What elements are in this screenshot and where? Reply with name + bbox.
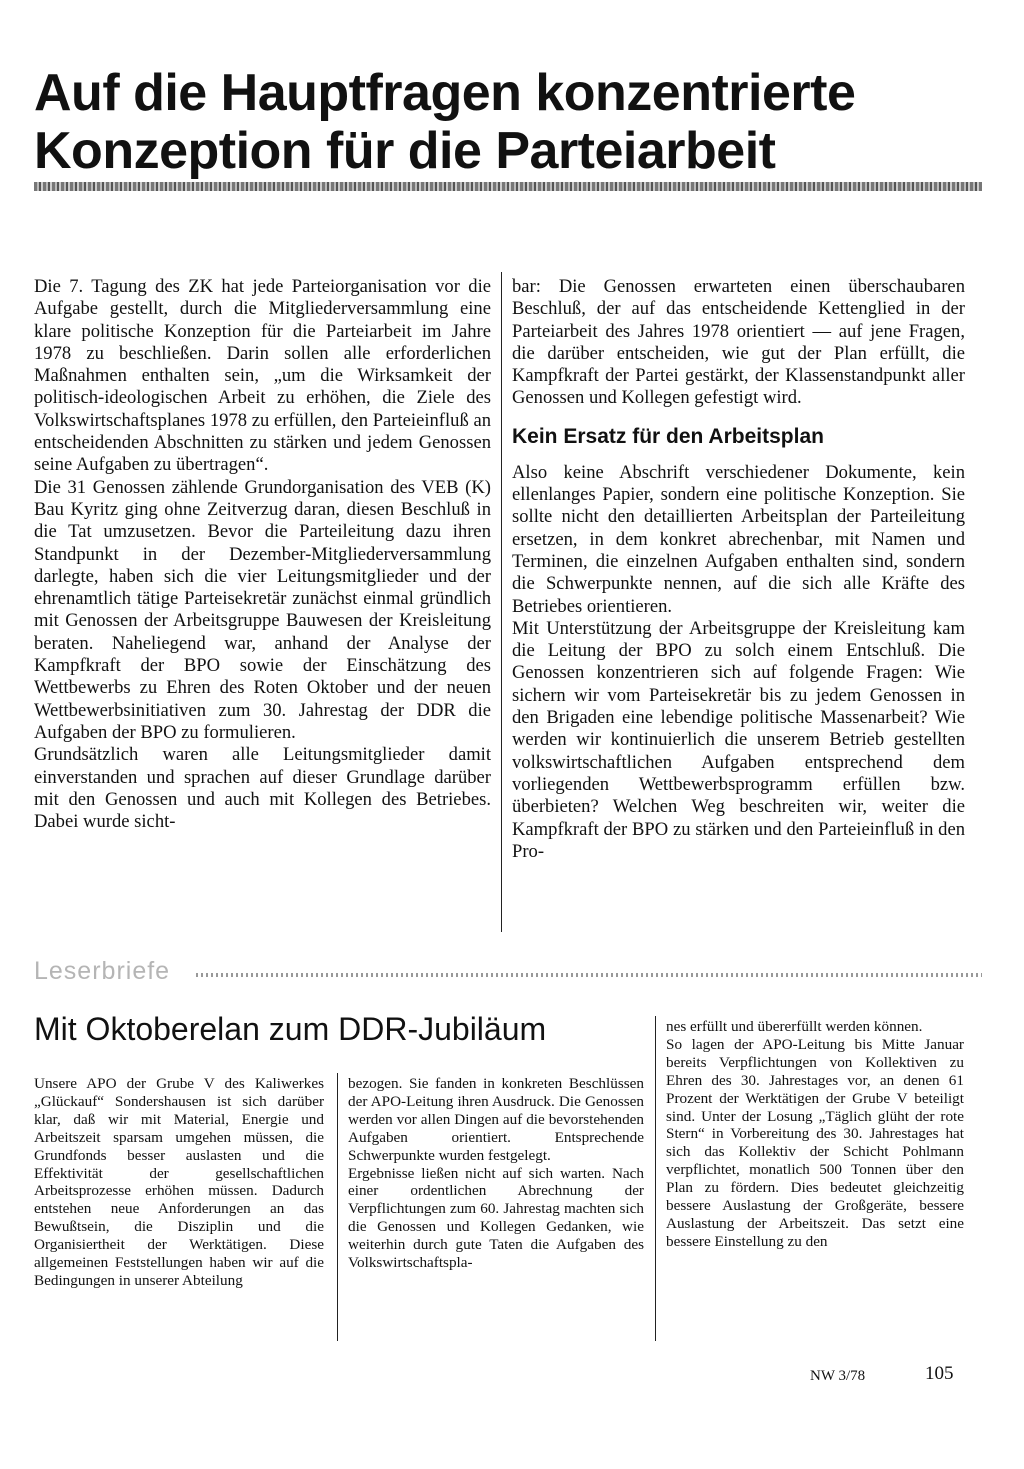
article-column-2 bbox=[512, 276, 965, 863]
paragraph: Grundsätzlich waren alle Leitungsmitglieder damit einverstanden und sprachen auf dieser Grundlage darüber mit den Genossen und auch mit Kollegen des Betriebes. Dabei wurde sicht- bbox=[34, 744, 491, 833]
page-number: 105 bbox=[925, 1363, 954, 1384]
section-divider bbox=[196, 973, 982, 977]
letter-headline: Mit Oktoberelan zum DDR-Jubiläum bbox=[34, 1011, 547, 1047]
headline-line-2: Konzeption für die Parteiarbeit bbox=[34, 122, 776, 180]
paragraph: Unsere APO der Grube V des Kaliwerkes „Glückauf“ Sondershausen ist sich darüber klar, daß wir mit Material, Energie und Arbeitszeit sparsam umgehen müssen, die Grundfonds besser auslasten und die Effektivität der gesellschaftlichen Arbeitsprozesse erhöhen müssen. Dadurch entstehen neue Anforderungen an das Bewußtsein, die Disziplin und die Organisiertheit der Werktätigen. Diese allgemeinen Feststellungen haben wir auf die Bedingungen in unserer Abteilung bbox=[34, 1075, 324, 1289]
paragraph: Die 31 Genossen zählende Grundorganisation des VEB (K) Bau Kyritz ging ohne Zeitverzug daran, diesen Beschluß in die Tat umzusetzen. Bevor die Parteileitung dazu ihren Standpunkt in der Dezember-Mitgliederversammlung darlegte, haben sich die vier Leitungsmitglieder und der ehrenamtlich tätige Parteisekretär zunächst einmal gründlich mit Genossen der Arbeitsgruppe Bauwesen der Kreisleitung beraten. Naheliegend war, anhand der Analyse der Kampfkraft der BPO sowie der Einschätzung des Wettbewerbs zu Ehren des Roten Oktober und der neuen Wettbewerbsinitiativen zum 30. Jahrestag der DDR die Aufgaben der BPO zu formulieren. bbox=[34, 476, 491, 743]
headline-divider bbox=[34, 182, 982, 191]
paragraph: Die 7. Tagung des ZK hat jede Parteiorganisation vor die Aufgabe gestellt, durch die Mitgliederversammlung eine klare politische Konzeption für die Parteiarbeit im Jahre 1978 zu beschließen. Darin sollen alle erforderlichen Maßnahmen enthalten sein, „um die Wirksamkeit der politisch-ideologischen Arbeit zu erhöhen, die Ziele des Volkswirtschaftsplanes 1978 zu erfüllen, den Parteieinfluß an entscheidenden Abschnitten zu stärken und jedem Genossen seine Aufgaben zu übertragen“. bbox=[34, 276, 491, 476]
paragraph: So lagen der APO-Leitung bis Mitte Januar bereits Verpflichtungen von Kollektiven zu Ehren des 30. Jahrestages vor, an denen 61 Prozent der Werktätigen der Grube V beteiligt sind. Unter der Losung „Täglich glüht der rote Stern“ in Vorbereitung des 30. Jahrestages hat sich das Kollektiv der Schicht Pohlmann verpflichtet, monatlich 500 Tonnen über den Plan zu fördern. Dies bedeutet gleichzeitig bessere Auslastung der Großgeräte, bessere Auslastung der Arbeitszeit. Das setzt eine bessere Einstellung zu den bbox=[666, 1035, 964, 1250]
column-divider bbox=[501, 272, 502, 932]
section-subheading: Kein Ersatz für den Arbeitsplan bbox=[512, 424, 824, 448]
headline-line-1: Auf die Hauptfragen konzentrierte bbox=[34, 64, 856, 122]
paragraph: bezogen. Sie fanden in konkreten Beschlüssen der APO-Leitung ihren Ausdruck. Die Genossen werden vor allen Dingen auf die bevorstehenden Aufgaben orientiert. Entsprechende Schwerpunkte wurden festgelegt. bbox=[348, 1075, 644, 1164]
page-title bbox=[34, 64, 994, 180]
column-divider bbox=[337, 1073, 338, 1341]
letter-column-2 bbox=[348, 1075, 644, 1272]
letter-column-1 bbox=[34, 1075, 324, 1290]
paragraph: Mit Unterstützung der Arbeitsgruppe der Kreisleitung kam die Leitung der BPO zu solch einem Entschluß. Die Genossen konzentrieren sich auf folgende Fragen: Wie sichern wir vom Parteisekretär bis zu jedem Genossen in den Brigaden eine lebendige politische Massenarbeit? Wie werden wir kontinuierlich die unserem Betrieb gestellten volkswirtschaftlichen Aufgaben entsprechend dem vorliegenden Wettbewerbsprogramm erfüllen bzw. überbieten? Welchen Weg beschreiten wir, weiter die Kampfkraft der BPO zu stärken und den Parteieinfluß in den Pro- bbox=[512, 617, 965, 862]
paragraph: bar: Die Genossen erwarteten einen überschaubaren Beschluß, der auf das entscheidende Kettenglied in der Parteiarbeit des Jahres 1978 orientiert — auf jene Fragen, die darüber entscheiden, wie gut der Plan erfüllt, die Kampfkraft der Partei gestärkt, der Klassenstandpunkt aller Genossen und Kollegen gefestigt wird. bbox=[512, 276, 965, 409]
paragraph: Ergebnisse ließen nicht auf sich warten. Nach einer ordentlichen Abrechnung der Verpflichtungen zum 60. Jahrestag machten sich die Genossen und Kollegen Gedanken, wie weiterhin durch gute Taten die Aufgaben des Volkswirtschaftspla- bbox=[348, 1164, 644, 1272]
section-label: Leserbriefe bbox=[34, 957, 171, 985]
article-column-1 bbox=[34, 276, 491, 833]
column-divider bbox=[655, 1016, 656, 1341]
paragraph: nes erfüllt und übererfüllt werden können. bbox=[666, 1018, 923, 1035]
paragraph: Also keine Abschrift verschiedener Dokumente, kein ellenlanges Papier, sondern eine politische Konzeption. Sie sollte nicht den detaillierten Arbeitsplan der Parteileitung ersetzen, in dem konkret abrechenbar, mit Namen und Terminen, die einzelnen Aufgaben enthalten sind, sondern die Schwerpunkte nennen, auf die sich alle Kräfte des Betriebes orientieren. bbox=[512, 461, 965, 617]
letter-column-3 bbox=[666, 1018, 964, 1251]
issue-reference: NW 3/78 bbox=[810, 1368, 866, 1384]
